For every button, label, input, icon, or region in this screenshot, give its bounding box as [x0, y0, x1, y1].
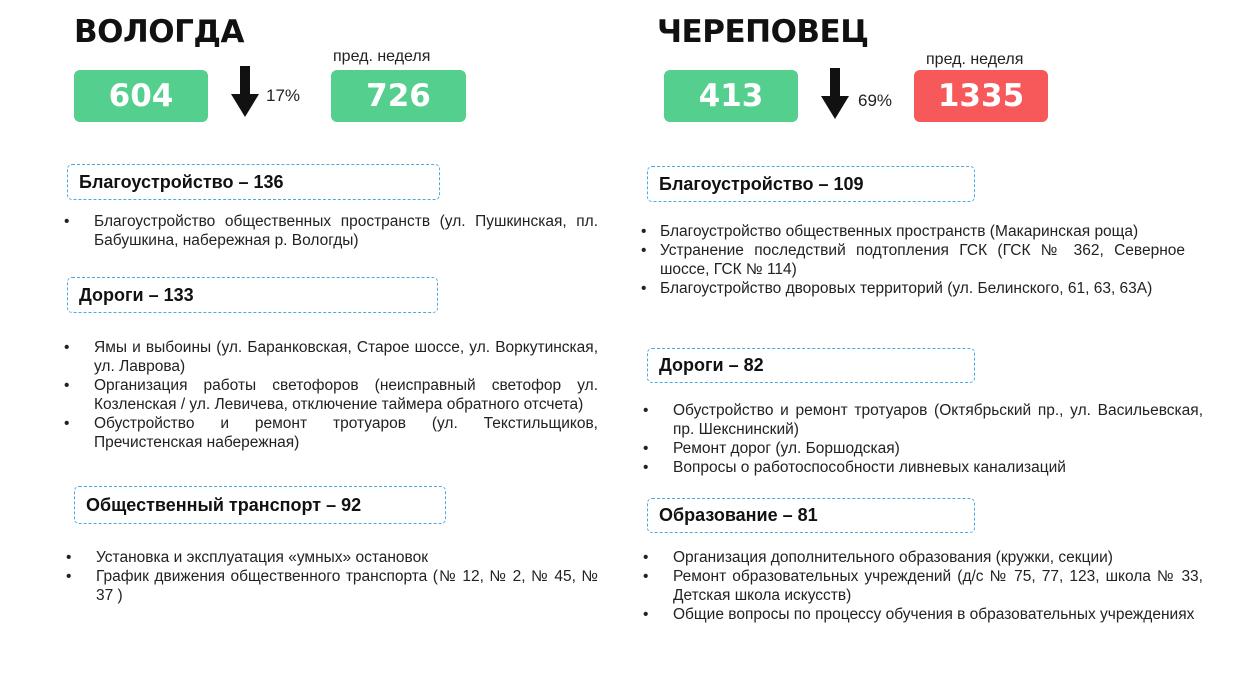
list-item: • Ямы и выбоины (ул. Баранковская, Старое шоссе, ул. Воркутинская, ул. Лаврова)	[64, 339, 598, 375]
prev-week-label-cherepovets: пред. неделя	[926, 51, 1024, 68]
arrow-down-icon	[820, 68, 850, 120]
bullet-icon: •	[643, 459, 649, 476]
city-title-vologda: ВОЛОГДА	[74, 14, 244, 50]
bullet-icon: •	[643, 549, 649, 566]
current-count-box-cherepovets: 413	[664, 70, 798, 122]
change-percent-vologda: 17%	[266, 86, 301, 105]
bullet-icon: •	[643, 568, 649, 585]
bullet-icon: •	[641, 223, 647, 240]
list-item: • График движения общественного транспорта (№ 12, № 2, № 45, № 37 )	[66, 568, 598, 604]
list-item: • Общие вопросы по процессу обучения в образовательных учреждениях	[643, 606, 1195, 623]
bullet-icon: •	[641, 280, 647, 297]
bullet-icon: •	[66, 568, 72, 585]
bullet-icon: •	[64, 213, 70, 230]
list-item: • Обустройство и ремонт тротуаров (ул. Текстильщиков, Пречистенская набережная)	[64, 415, 598, 451]
list-item: • Вопросы о работоспособности ливневых канализаций	[643, 459, 1066, 476]
list-item: • Обустройство и ремонт тротуаров (Октябрьский пр., ул. Васильевская, пр. Шекснинский)	[643, 402, 1203, 438]
change-percent-cherepovets: 69%	[858, 91, 893, 110]
bullet-icon: •	[643, 402, 649, 419]
list-item: • Благоустройство общественных пространств (Макаринская роща)	[641, 223, 1139, 240]
bullet-list	[643, 548, 1203, 624]
list-item: • Организация работы светофоров (неисправный светофор ул. Козленская / ул. Левичева, отключение таймера обратного отсчета)	[64, 377, 598, 413]
bullet-icon: •	[64, 339, 70, 356]
prev-count-box-vologda: 726	[331, 70, 466, 122]
current-count-box-vologda: 604	[74, 70, 208, 122]
list-item: • Ремонт образовательных учреждений (д/с № 75, 77, 123, школа № 33, Детская школа искусств)	[643, 568, 1203, 604]
list-item: • Благоустройство общественных пространств (ул. Пушкинская, пл. Бабушкина, набережная р. Вологды)	[64, 213, 598, 249]
prev-week-label-vologda: пред. неделя	[333, 48, 431, 65]
list-item: • Организация дополнительного образования (кружки, секции)	[643, 549, 1113, 566]
category-heading: Образование – 81	[647, 498, 975, 533]
category-heading: Общественный транспорт – 92	[74, 486, 446, 524]
prev-count-box-cherepovets: 1335	[914, 70, 1048, 122]
category-heading: Дороги – 133	[67, 277, 438, 313]
list-item: • Устранение последствий подтопления ГСК (ГСК № 362, Северное шоссе, ГСК № 114)	[641, 242, 1185, 278]
bullet-icon: •	[64, 415, 70, 432]
bullet-list	[64, 338, 598, 452]
bullet-list	[643, 401, 1203, 477]
bullet-list	[64, 212, 598, 250]
bullet-icon: •	[643, 440, 649, 457]
category-heading: Дороги – 82	[647, 348, 975, 383]
city-title-cherepovets: ЧЕРЕПОВЕЦ	[657, 14, 869, 50]
bullet-list	[66, 548, 598, 605]
bullet-icon: •	[643, 606, 649, 623]
bullet-icon: •	[64, 377, 70, 394]
arrow-down-icon	[230, 66, 260, 118]
list-item: • Благоустройство дворовых территорий (ул. Белинского, 61, 63, 63А)	[641, 280, 1153, 297]
list-item: • Ремонт дорог (ул. Боршодская)	[643, 440, 900, 457]
bullet-list	[641, 222, 1185, 298]
category-heading: Благоустройство – 109	[647, 166, 975, 202]
bullet-icon: •	[641, 242, 647, 259]
bullet-icon: •	[66, 549, 72, 566]
list-item: • Установка и эксплуатация «умных» остановок	[66, 549, 429, 566]
category-heading: Благоустройство – 136	[67, 164, 440, 200]
